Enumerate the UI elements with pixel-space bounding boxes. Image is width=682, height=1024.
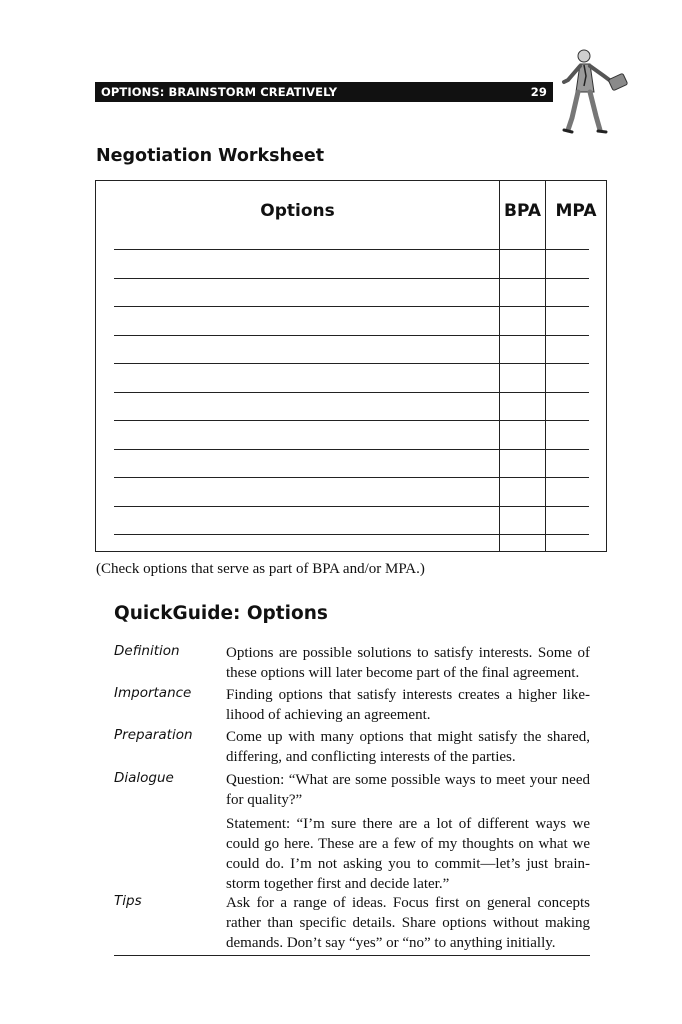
quickguide-text: Question: “What are some possible ways to meet your need for quality?” (226, 772, 590, 808)
quickguide-text: Statement: “I’m sure there are a lot of different ways we could go here. These are a few of my thoughts on what we could do. I’m not asking you to commit—let’s just brainstorm together first and decide later.” (226, 816, 590, 892)
quickguide-label: Tips (114, 893, 142, 909)
worksheet-blank-row (114, 363, 589, 364)
worksheet-caption: (Check options that serve as part of BPA and/or MPA.) (96, 561, 425, 577)
worksheet-blank-row (114, 420, 589, 421)
quickguide-title: QuickGuide: Options (114, 603, 328, 624)
quickguide-label: Dialogue (114, 770, 174, 786)
quickguide-text: Ask for a range of ideas. Focus first on general concepts rather than specific details. Share options without making demands. Don’t say “yes” or “no” to anything initially. (226, 895, 590, 951)
options-column-header: Options (260, 201, 335, 221)
bpa-column-header: BPA (503, 201, 541, 221)
worksheet-blank-row (114, 534, 589, 535)
bottom-rule (114, 955, 590, 956)
worksheet-blank-row (114, 449, 589, 450)
column-divider (499, 181, 500, 551)
worksheet-blank-row (114, 278, 589, 279)
quickguide-label: Definition (114, 643, 180, 659)
column-divider (545, 181, 546, 551)
worksheet-blank-row (114, 477, 589, 478)
section-title: OPTIONS: BRAINSTORM CREATIVELY (101, 85, 338, 99)
running-header (95, 82, 553, 102)
worksheet-title: Negotiation Worksheet (96, 146, 325, 166)
quickguide-text: Options are possible solutions to satisfy interests. Some of these options will later become part of the final agreement. (226, 645, 590, 681)
worksheet-blank-row (114, 306, 589, 307)
worksheet-blank-row (114, 506, 589, 507)
worksheet-blank-row (114, 335, 589, 336)
businessman-with-briefcase-icon (560, 46, 640, 138)
worksheet-blank-row (114, 392, 589, 393)
quickguide-text: Come up with many options that might satisfy the shared, differing, and conflicting interests of the parties. (226, 729, 590, 765)
quickguide-text: Finding options that satisfy interests creates a higher likelihood of achieving an agreement. (226, 687, 590, 723)
options-worksheet-table (95, 180, 607, 552)
quickguide-label: Preparation (114, 727, 193, 743)
worksheet-blank-row (114, 249, 589, 250)
quickguide-label: Importance (114, 685, 192, 701)
page-number: 29 (530, 85, 547, 99)
mpa-column-header: MPA (555, 201, 597, 221)
